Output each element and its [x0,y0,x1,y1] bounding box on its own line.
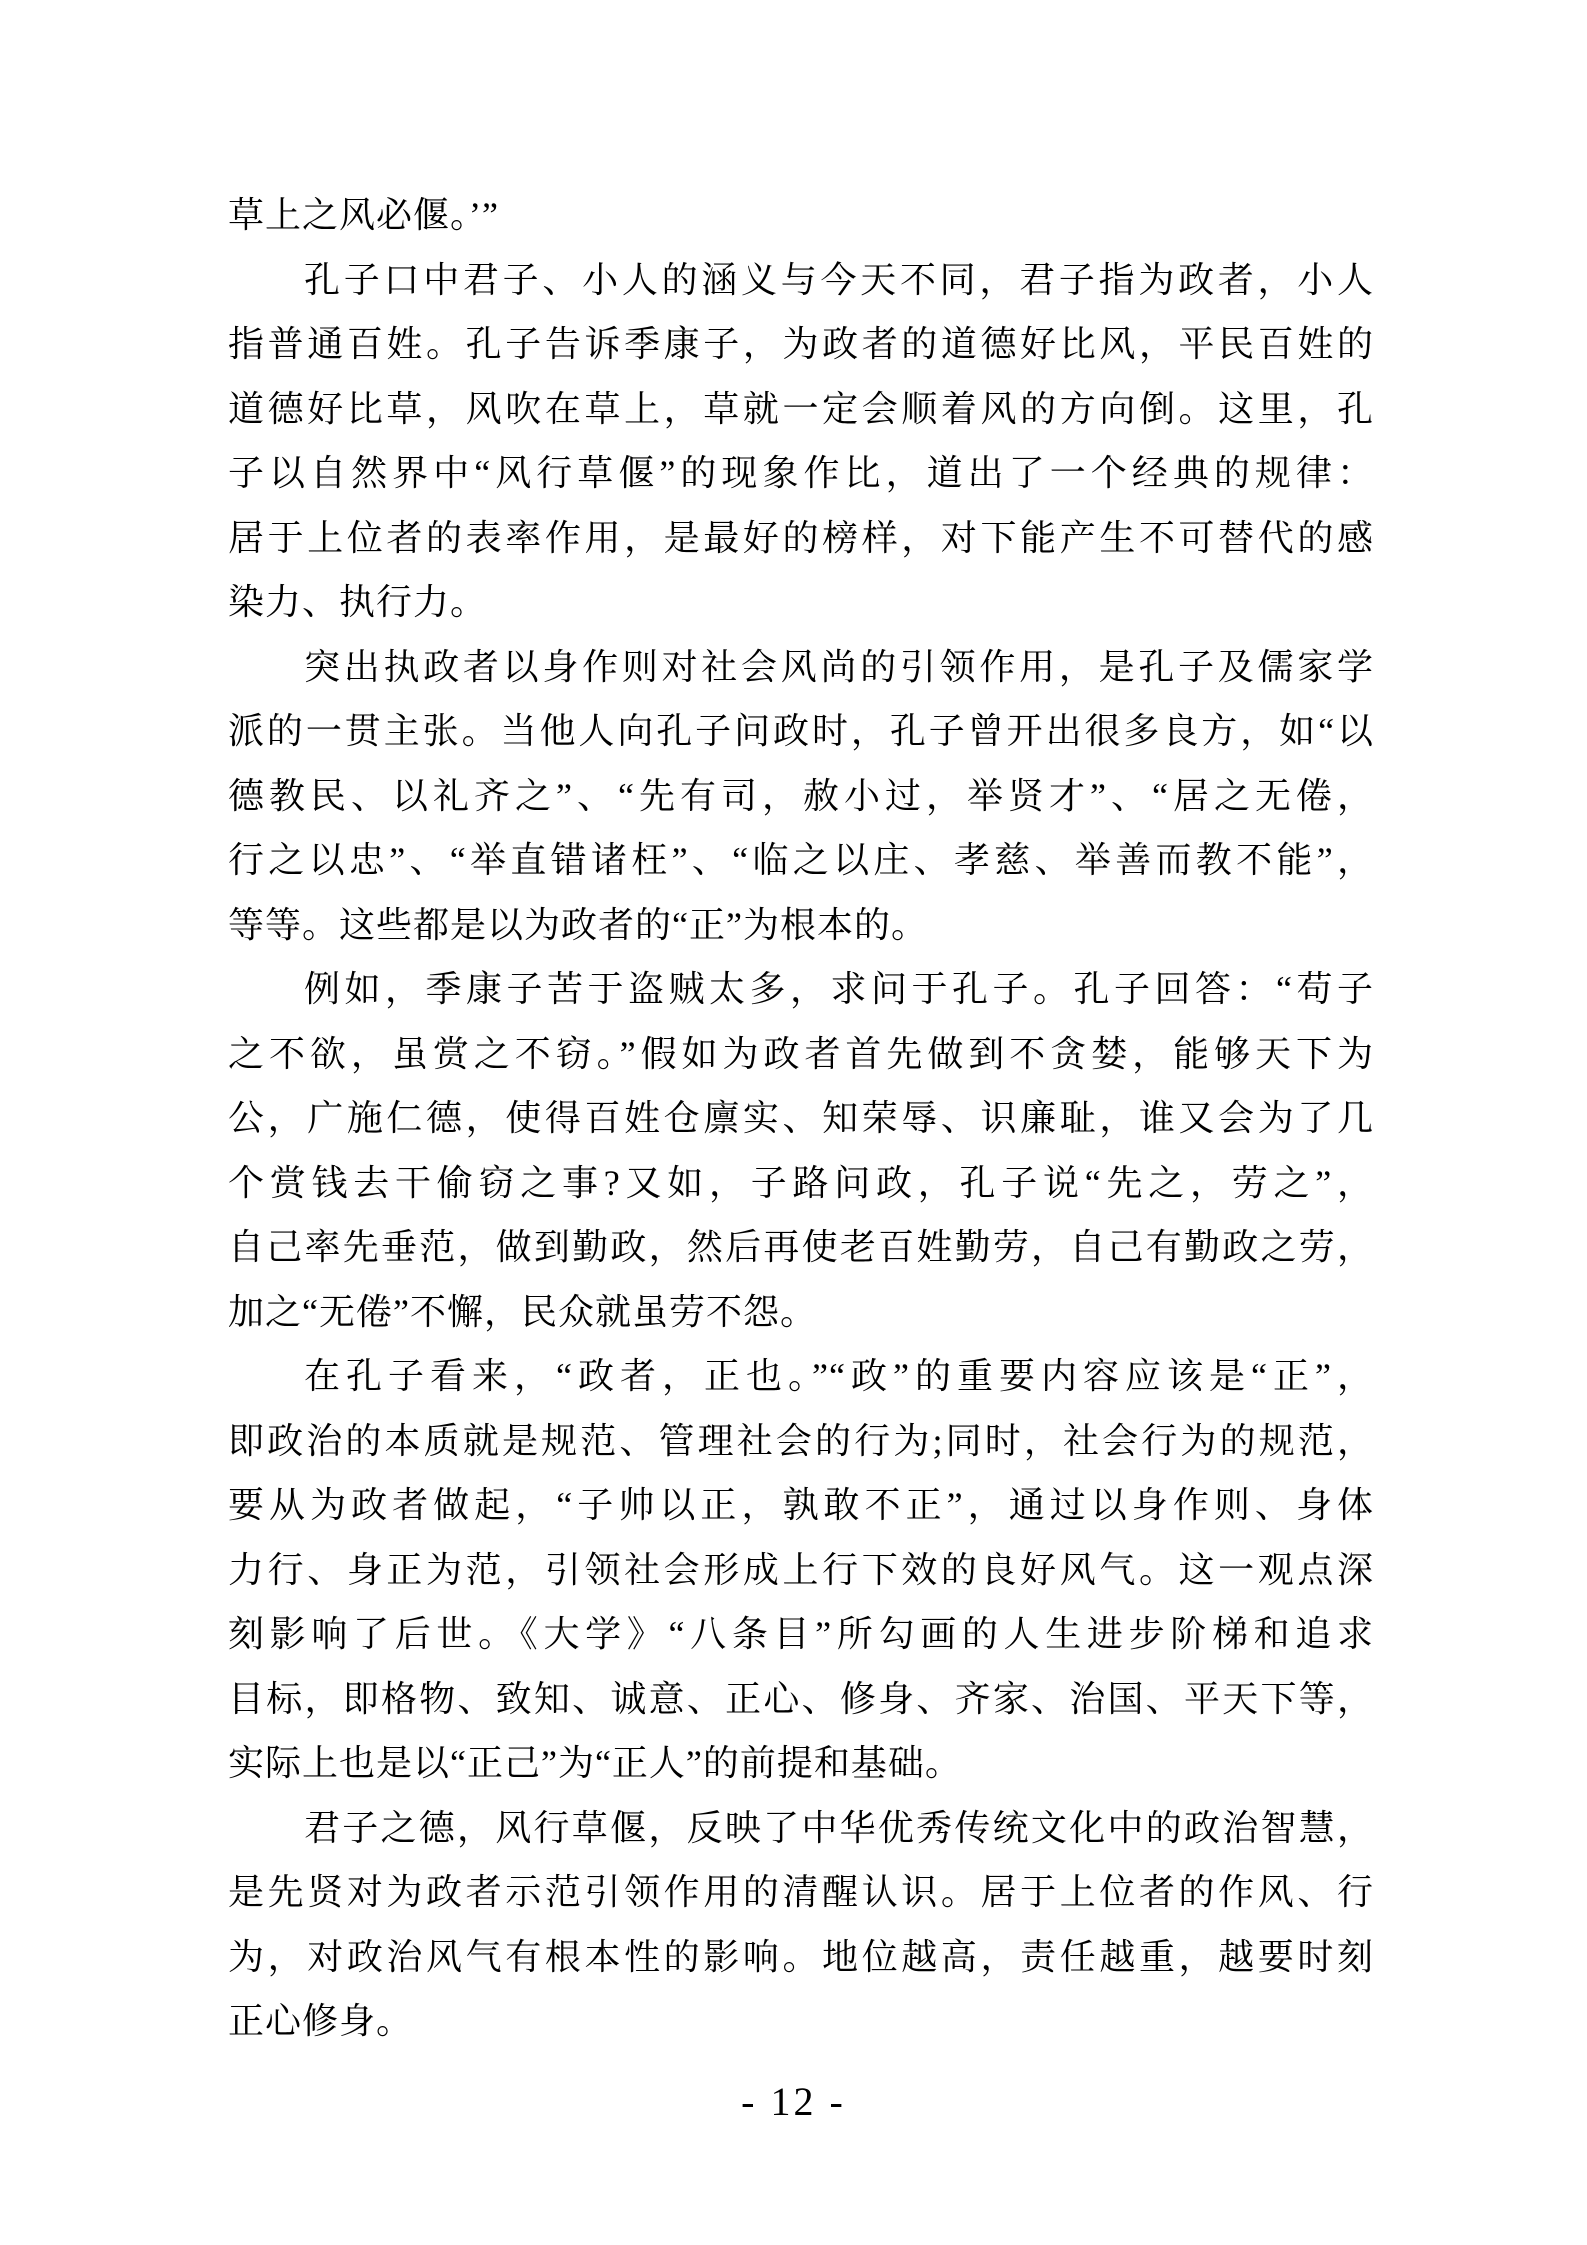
text-line: 在孔子看来，“政者，正也。”“政”的重要内容应该是“正”， [304,1356,1374,1396]
text-line: 孔子口中君子、小人的涵义与今天不同，君子指为政者，小人 [304,259,1374,300]
text-line: 草上之风必偃。’” [228,195,499,235]
text-line: 力行、身正为范，引领社会形成上行下效的良好风气。这一观点深 [228,1549,1374,1590]
text-line: 加之“无倦”不懈，民众就虽劳不怨。 [228,1291,817,1332]
text-line: 子以自然界中“风行草偃”的现象作比，道出了一个经典的规律： [228,453,1374,493]
text-line: 君子之德，风行草偃，反映了中华优秀传统文化中的政治智慧， [304,1807,1374,1848]
text-line: 正心修身。 [228,2001,414,2041]
text-line: 个赏钱去干偷窃之事?又如，子路问政，孔子说“先之，劳之”， [228,1162,1374,1203]
text-line: 等等。这些都是以为政者的“正”为根本的。 [228,904,928,945]
text-line: 公，广施仁德，使得百姓仓廪实、知荣辱、识廉耻，谁又会为了几 [228,1098,1374,1138]
text-line: 要从为政者做起，“子帅以正，孰敢不正”，通过以身作则、身体 [228,1485,1374,1525]
page-number: - 12 - [741,2079,846,2124]
text-line: 之不欲，虽赏之不窃。”假如为政者首先做到不贪婪，能够天下为 [228,1033,1374,1074]
text-line: 派的一贯主张。当他人向孔子问政时，孔子曾开出很多良方，如“以 [228,711,1374,751]
text-line: 德教民、以礼齐之”、“先有司，赦小过，举贤才”、“居之无倦， [228,775,1374,816]
text-line: 是先贤对为政者示范引领作用的清醒认识。居于上位者的作风、行 [228,1872,1374,1912]
text-line: 染力、执行力。 [228,582,488,622]
text-line: 目标，即格物、致知、诚意、正心、修身、齐家、治国、平天下等， [228,1678,1374,1719]
text-line: 自己率先垂范，做到勤政，然后再使老百姓勤劳，自己有勤政之劳， [228,1227,1374,1267]
text-line: 例如，季康子苦于盗贼太多，求问于孔子。孔子回答：“苟子 [304,969,1374,1009]
text-line: 为，对政治风气有根本性的影响。地位越高，责任越重，越要时刻 [228,1936,1374,1977]
text-line: 指普通百姓。孔子告诉季康子，为政者的道德好比风，平民百姓的 [228,324,1374,364]
text-line: 实际上也是以“正己”为“正人”的前提和基础。 [228,1743,962,1783]
text-line: 道德好比草，风吹在草上，草就一定会顺着风的方向倒。这里，孔 [228,388,1374,429]
document-body [228,183,1374,2054]
page-footer [0,2072,1587,2132]
text-line: 居于上位者的表率作用，是最好的榜样，对下能产生不可替代的感 [228,517,1374,558]
text-line: 行之以忠”、“举直错诸枉”、“临之以庄、孝慈、举善而教不能”， [228,840,1374,880]
text-line: 刻影响了后世。《大学》“八条目”所勾画的人生进步阶梯和追求 [228,1614,1374,1654]
text-line: 突出执政者以身作则对社会风尚的引领作用，是孔子及儒家学 [304,646,1374,687]
text-line: 即政治的本质就是规范、管理社会的行为;同时，社会行为的规范， [228,1420,1374,1461]
